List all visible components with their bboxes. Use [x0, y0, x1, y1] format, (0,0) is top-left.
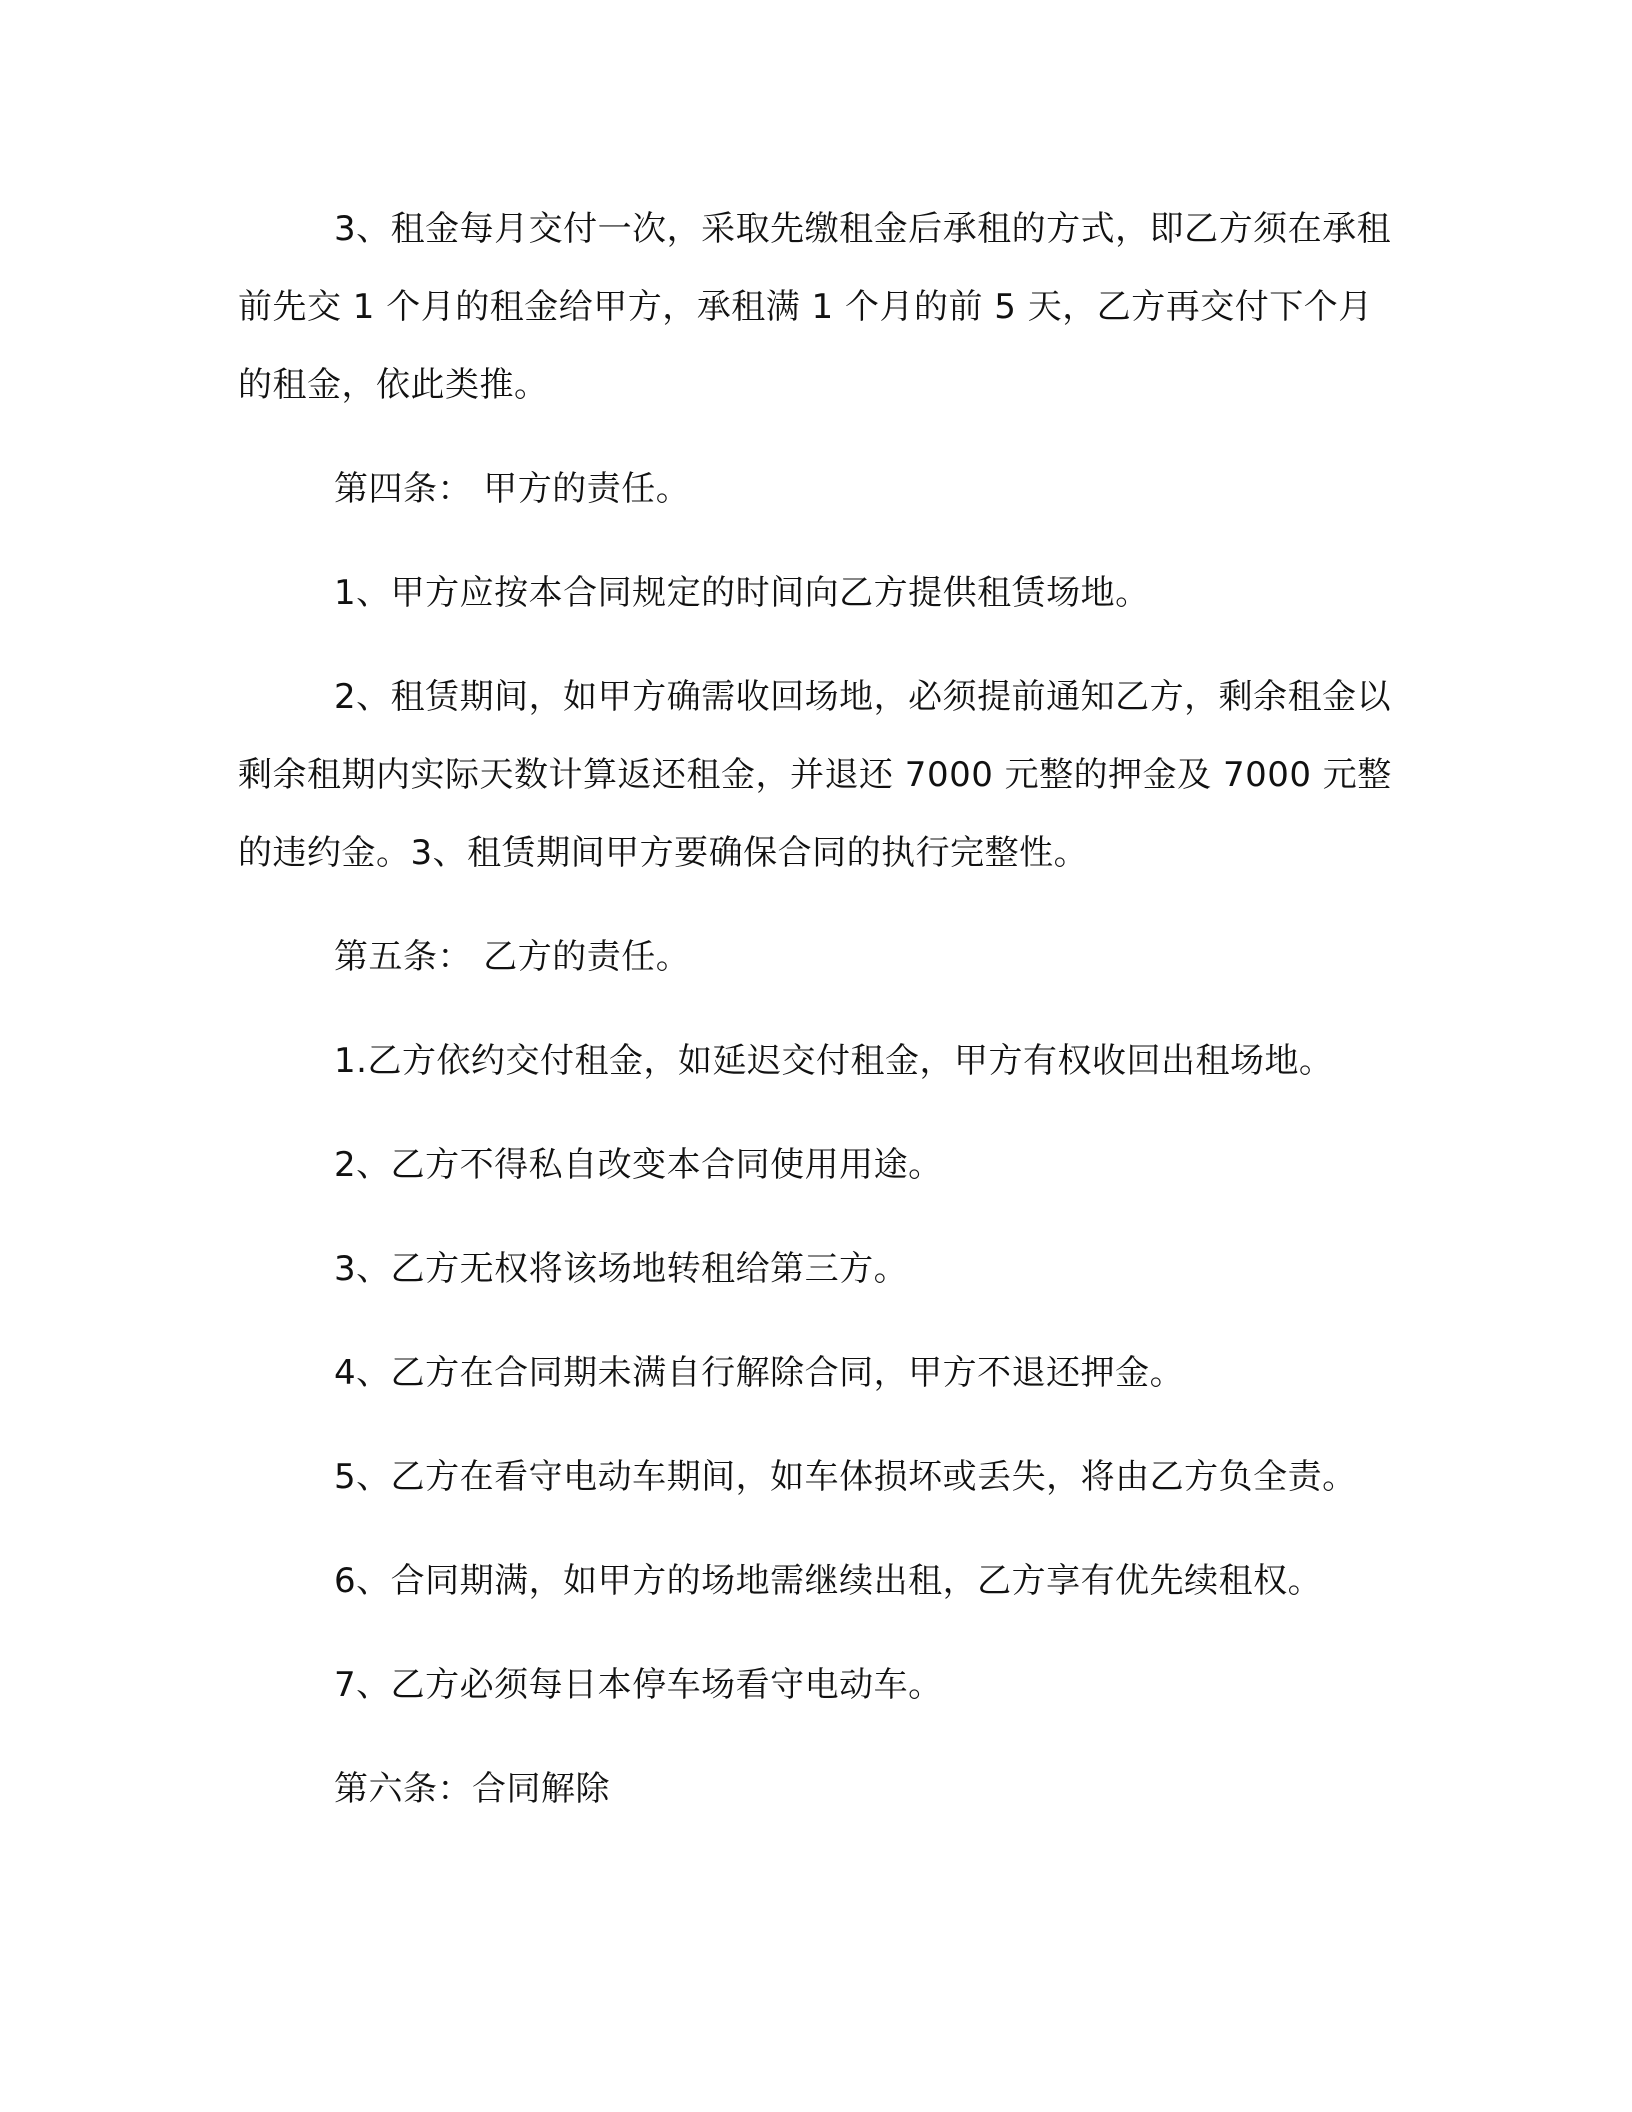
heading-article-4: 第四条： 甲方的责任。 [334, 469, 691, 509]
heading-article-6: 第六条：合同解除 [334, 1769, 610, 1809]
paragraph-party-b-2: 2、乙方不得私自改变本合同使用用途。 [334, 1145, 943, 1185]
document-body [238, 190, 1398, 1828]
paragraph-rent-payment: 3、租金每月交付一次，采取先缴租金后承租的方式，即乙方须在承租前先交 1 个月的租金给甲方，承租满 1 个月的前 5 天，乙方再交付下个月的租金，依此类推。 [238, 209, 1392, 405]
heading-article-5: 第五条： 乙方的责任。 [334, 937, 691, 977]
paragraph-party-a-2: 2、租赁期间，如甲方确需收回场地，必须提前通知乙方，剩余租金以剩余租期内实际天数计算返还租金，并退还 7000 元整的押金及 7000 元整的违约金。3、租赁期间甲方要确保合同的执行完整性。 [238, 677, 1392, 873]
paragraph-party-b-4: 4、乙方在合同期未满自行解除合同，甲方不退还押金。 [334, 1353, 1185, 1393]
paragraph-party-a-1: 1、甲方应按本合同规定的时间向乙方提供租赁场地。 [334, 573, 1150, 613]
paragraph-party-b-3: 3、乙方无权将该场地转租给第三方。 [334, 1249, 909, 1289]
paragraph-party-b-5: 5、乙方在看守电动车期间，如车体损坏或丢失，将由乙方负全责。 [334, 1457, 1357, 1497]
paragraph-party-b-7: 7、乙方必须每日本停车场看守电动车。 [334, 1665, 943, 1705]
paragraph-party-b-1: 1.乙方依约交付租金，如延迟交付租金，甲方有权收回出租场地。 [334, 1041, 1334, 1081]
paragraph-party-b-6: 6、合同期满，如甲方的场地需继续出租，乙方享有优先续租权。 [334, 1561, 1323, 1601]
